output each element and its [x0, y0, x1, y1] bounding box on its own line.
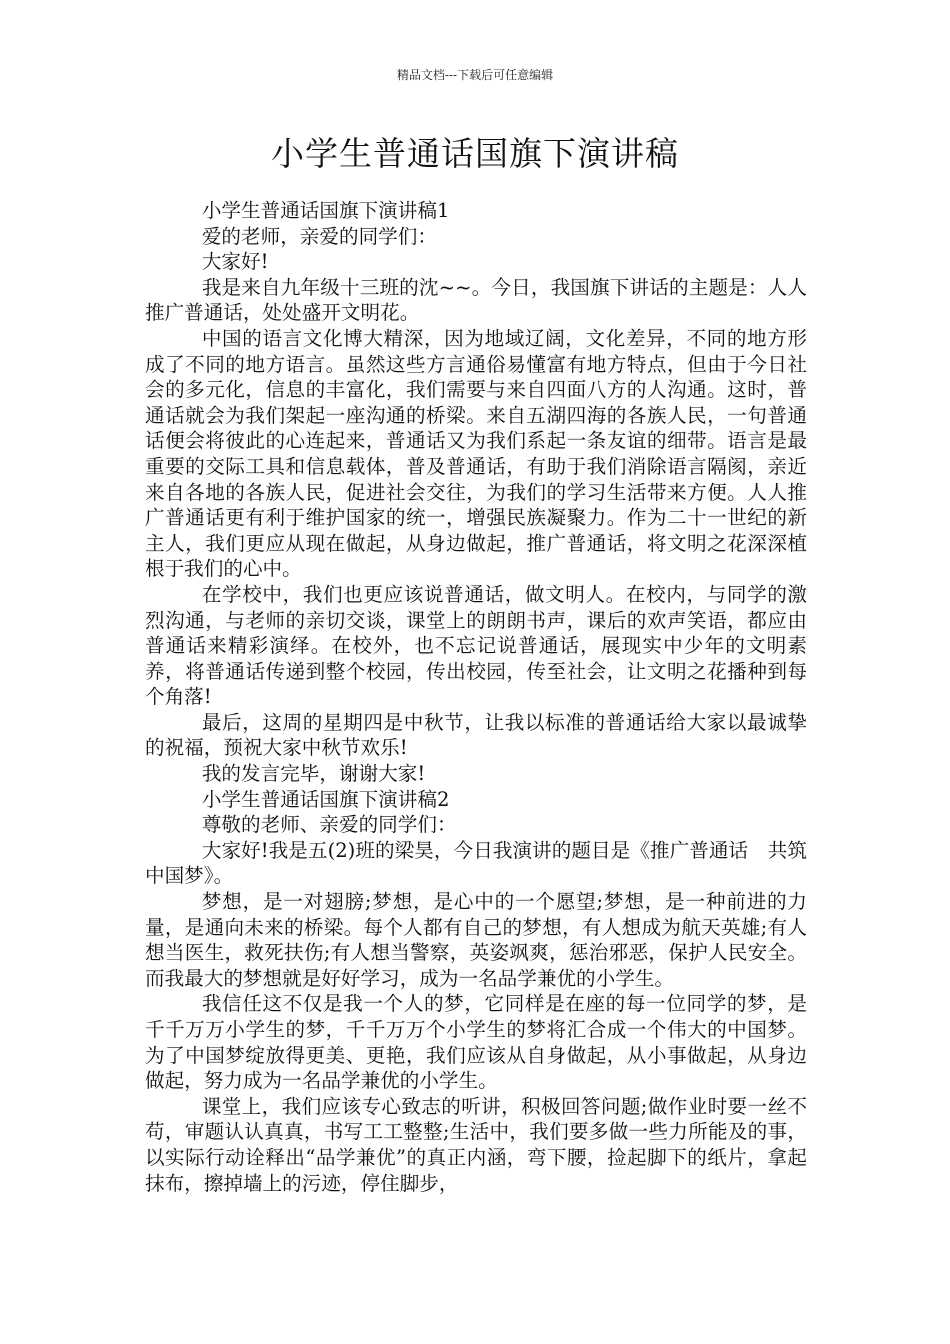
page-header: 精品文档---下载后可任意编辑 [396, 68, 554, 82]
paragraph: 我是来自九年级十三班的沈~~。今日，我国旗下讲话的主题是：人人推广普通话，处处盛开文明花。 [145, 275, 807, 325]
paragraph: 中国的语言文化博大精深，因为地域辽阔，文化差异，不同的地方形成了不同的地方语言。虽然这些方言通俗易懂富有地方特点，但由于今日社会的多元化，信息的丰富化，我们需要与来自四面八方的人沟通。这时，普通话就会为我们架起一座沟通的桥梁。来自五湖四海的各族人民，一句普通话便会将彼此的心连起来，普通话又为我们系起一条友谊的细带。语言是最重要的交际工具和信息载体，普及普通话，有助于我们消除语言隔阂，亲近来自各地的各族人民，促进社会交往，为我们的学习生活带来方便。人人推广普通话更有利于维护国家的统一，增强民族凝聚力。作为二十一世纪的新主人，我们更应从现在做起，从身边做起，推广普通话，将文明之花深深植根于我们的心中。 [145, 326, 807, 581]
paragraph: 小学生普通话国旗下演讲稿1 [201, 199, 450, 222]
paragraph: 大家好! [201, 250, 269, 274]
paragraph: 课堂上，我们应该专心致志的听讲，积极回答问题;做作业时要一丝不苟，审题认认真真，书写工工整整;生活中，我们要多做一些力所能及的事，以实际行动诠释出“品学兼优”的真正内涵，弯下腰，捡起脚下的纸片，拿起抹布，擦掉墙上的污迹，停住脚步， [145, 1094, 807, 1195]
paragraph: 梦想，是一对翅膀;梦想，是心中的一个愿望;梦想，是一种前进的力量，是通向未来的桥梁。每个人都有自己的梦想，有人想成为航天英雄;有人想当医生，救死扶伤;有人想当警察，英姿飒爽，惩治邪恶，保护人民安全。而我最大的梦想就是好好学习，成为一名品学兼优的小学生。 [145, 890, 807, 990]
paragraph: 大家好!我是五(2)班的梁昊，今日我演讲的题目是《推广普通话 共筑中国梦》。 [145, 838, 807, 888]
document-body [145, 198, 807, 1196]
paragraph: 我信任这不仅是我一个人的梦，它同样是在座的每一位同学的梦，是千千万万小学生的梦，千千万万个小学生的梦将汇合成一个伟大的中国梦。为了中国梦绽放得更美、更艳，我们应该从自身做起，从小事做起，从身边做起，努力成为一名品学兼优的小学生。 [145, 992, 807, 1093]
paragraph: 最后，这周的星期四是中秋节，让我以标准的普通话给大家以最诚挚的祝福，预祝大家中秋节欢乐! [145, 710, 807, 760]
paragraph: 在学校中，我们也更应该说普通话，做文明人。在校内，与同学的激烈沟通，与老师的亲切交谈，课堂上的朗朗书声，课后的欢声笑语，都应由普通话来精彩演绎。在校外，也不忘记说普通话，展现实中少年的文明素养，将普通话传递到整个校园，传出校园，传至社会，让文明之花播种到每个角落! [145, 582, 807, 709]
paragraph: 爱的老师，亲爱的同学们： [201, 224, 437, 248]
paragraph: 我的发言完毕，谢谢大家! [201, 762, 426, 786]
document-title: 小学生普通话国旗下演讲稿 [271, 134, 679, 173]
paragraph: 尊敬的老师、亲爱的同学们： [201, 813, 457, 837]
paragraph: 小学生普通话国旗下演讲稿2 [201, 787, 450, 811]
